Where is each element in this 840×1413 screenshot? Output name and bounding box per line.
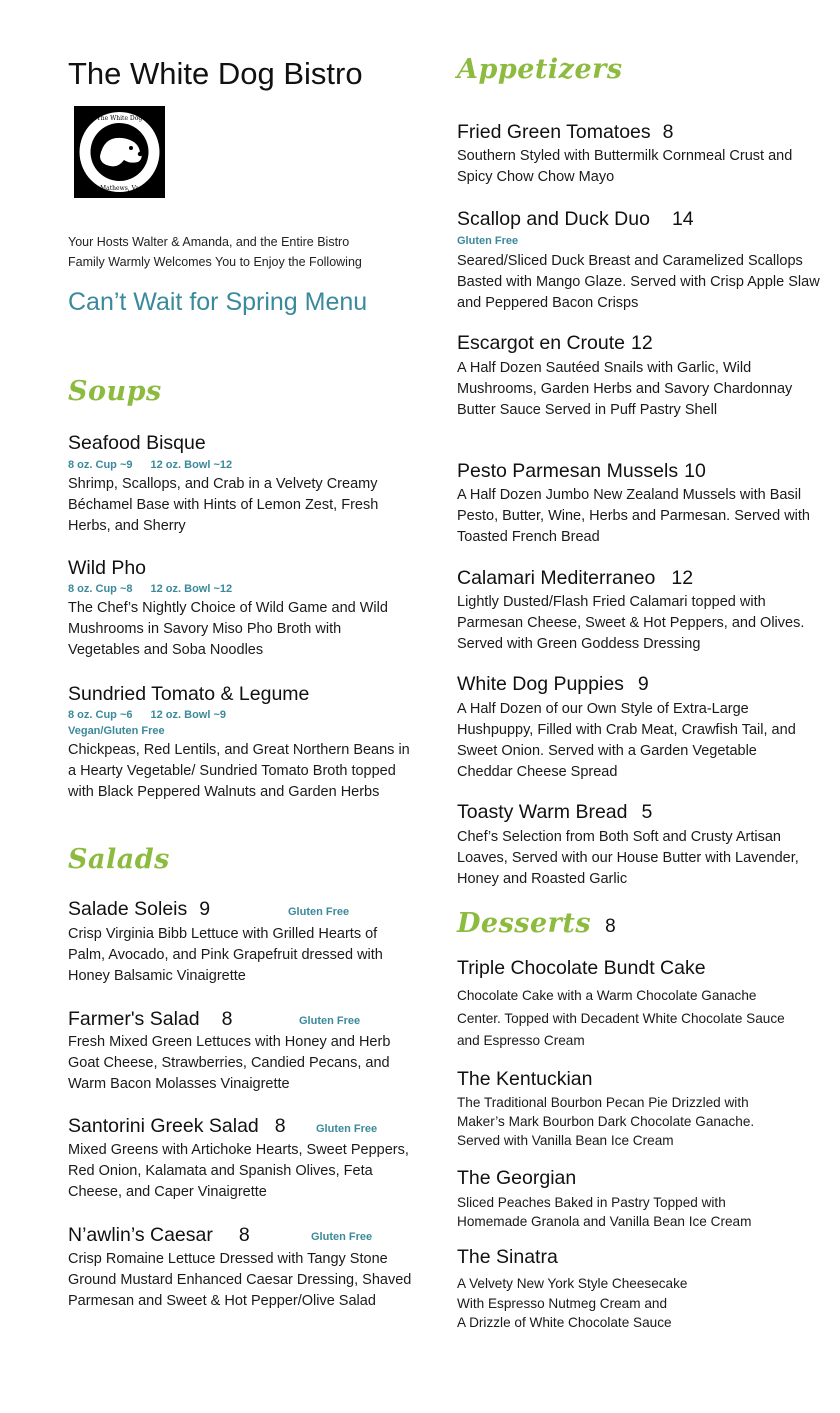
gluten-free-tag: Gluten Free	[311, 1231, 373, 1243]
appetizer-description: Southern Styled with Buttermilk Cornmeal Crust and Spicy Chow Chow Mayo	[457, 148, 793, 185]
salad-name: Farmer's Salad 8	[68, 1008, 233, 1030]
appetizer-name: Fried Green Tomatoes 8	[457, 121, 674, 143]
salad-name: Santorini Greek Salad 8	[68, 1115, 286, 1137]
appetizer-description: A Half Dozen of our Own Style of Extra-Large Hushpuppy, Filled with Crab Meat, Crawfish Tail, and Sweet Onion. Served with a Garden Vegetable Cheddar Cheese Spread	[457, 701, 796, 780]
gluten-free-tag: Gluten Free	[299, 1015, 361, 1027]
soup-diet-tag: Vegan/Gluten Free	[68, 725, 165, 737]
appetizer-name: Escargot en Croute 12	[457, 332, 653, 354]
soups-heading: Soups	[68, 376, 162, 407]
soup-name: Wild Pho	[68, 557, 147, 579]
desserts-heading: Desserts 8	[457, 908, 617, 939]
dessert-description: Sliced Peaches Baked in Pastry Topped with Homemade Granola and Vanilla Bean Ice Cream	[457, 1195, 752, 1229]
dessert-description: A Velvety New York Style Cheesecake With Espresso Nutmeg Cream and A Drizzle of White Chocolate Sauce	[457, 1276, 688, 1330]
restaurant-name: The White Dog Bistro	[68, 56, 363, 91]
salads-heading: Salads	[68, 844, 170, 875]
salad-name: N’awlin’s Caesar 8	[68, 1224, 250, 1246]
appetizers-heading: Appetizers	[457, 54, 623, 85]
soup-sizes: 8 oz. Cup ~8 12 oz. Bowl ~12	[68, 583, 233, 595]
menu-title: Can’t Wait for Spring Menu	[68, 288, 368, 316]
appetizer-name: Pesto Parmesan Mussels 10	[457, 460, 706, 482]
desserts-price: 8	[605, 916, 617, 937]
appetizer-name: Scallop and Duck Duo 14	[457, 208, 694, 230]
salad-name: Salade Soleis 9	[68, 898, 211, 920]
dessert-name: The Kentuckian	[457, 1068, 593, 1090]
soup-description: Shrimp, Scallops, and Crab in a Velvety Creamy Béchamel Base with Hints of Lemon Zest, Fresh Herbs, and Sherry	[68, 476, 379, 534]
soup-name: Sundried Tomato & Legume	[68, 683, 310, 705]
appetizer-description: A Half Dozen Jumbo New Zealand Mussels with Basil Pesto, Butter, Wine, Herbs and Parmesan. Served with Toasted French Bread	[457, 487, 810, 545]
appetizer-name: White Dog Puppies 9	[457, 673, 649, 695]
dessert-name: The Georgian	[457, 1167, 577, 1189]
appetizer-name: Calamari Mediterraneo 12	[457, 567, 694, 589]
salad-description: Mixed Greens with Artichoke Hearts, Sweet Peppers, Red Onion, Kalamata and Spanish Olives, Feta Cheese, and Caper Vinaigrette	[68, 1142, 409, 1200]
gluten-free-tag: Gluten Free	[316, 1123, 378, 1135]
appetizer-description: Lightly Dusted/Flash Fried Calamari topped with Parmesan Cheese, Sweet & Hot Peppers, and Olives. Served with Green Goddess Dressing	[457, 594, 805, 652]
salad-description: Crisp Romaine Lettuce Dressed with Tangy Stone Ground Mustard Enhanced Caesar Dressing, Shaved Parmesan and Sweet & Hot Pepper/Olive Salad	[68, 1251, 412, 1309]
welcome-message: Your Hosts Walter & Amanda, and the Entire Bistro Family Warmly Welcomes You to Enjoy the Following	[68, 235, 362, 269]
dessert-description: The Traditional Bourbon Pecan Pie Drizzled with Maker’s Mark Bourbon Dark Chocolate Ganache. Served with Vanilla Bean Ice Cream	[457, 1095, 755, 1148]
dessert-name: The Sinatra	[457, 1246, 558, 1268]
appetizer-description: A Half Dozen Sautéed Snails with Garlic, Wild Mushrooms, Garden Herbs and Savory Chardonnay Butter Sauce Served in Puff Pastry Shell	[457, 360, 793, 418]
dessert-description: Chocolate Cake with a Warm Chocolate Ganache Center. Topped with Decadent White Chocolate Sauce and Espresso Cream	[457, 988, 785, 1048]
salad-description: Crisp Virginia Bibb Lettuce with Grilled Hearts of Palm, Avocado, and Pink Grapefruit dressed with Honey Balsamic Vinaigrette	[68, 926, 383, 984]
gluten-free-tag: Gluten Free	[288, 906, 350, 918]
soup-description: Chickpeas, Red Lentils, and Great Northern Beans in a Hearty Vegetable/ Sundried Tomato Broth topped with Black Peppered Walnuts and Garden Herbs	[68, 742, 410, 800]
svg-text:The White Dog: The White Dog	[96, 115, 143, 122]
soup-description: The Chef’s Nightly Choice of Wild Game and Wild Mushrooms in Savory Miso Pho Broth with Vegetables and Soba Noodles	[68, 600, 388, 658]
salad-description: Fresh Mixed Green Lettuces with Honey and Herb Goat Cheese, Strawberries, Candied Pecans, and Warm Bacon Molasses Vinaigrette	[68, 1034, 391, 1092]
bistro-logo	[74, 106, 165, 198]
soup-name: Seafood Bisque	[68, 432, 206, 454]
dog-logo-icon	[74, 106, 165, 198]
soup-sizes: 8 oz. Cup ~6 12 oz. Bowl ~9	[68, 709, 226, 721]
svg-text:Mathews, Va: Mathews, Va	[100, 185, 139, 192]
soup-sizes: 8 oz. Cup ~9 12 oz. Bowl ~12	[68, 459, 233, 471]
appetizer-description: Chef’s Selection from Both Soft and Crusty Artisan Loaves, Served with our House Butter with Lavender, Honey and Roasted Garlic	[457, 829, 799, 887]
gluten-free-tag: Gluten Free	[457, 235, 519, 247]
dessert-name: Triple Chocolate Bundt Cake	[457, 957, 706, 979]
appetizer-name: Toasty Warm Bread 5	[457, 801, 653, 823]
appetizer-description: Seared/Sliced Duck Breast and Caramelized Scallops Basted with Mango Glaze. Served with Crisp Apple Slaw and Peppered Bacon Crisps	[457, 253, 820, 311]
